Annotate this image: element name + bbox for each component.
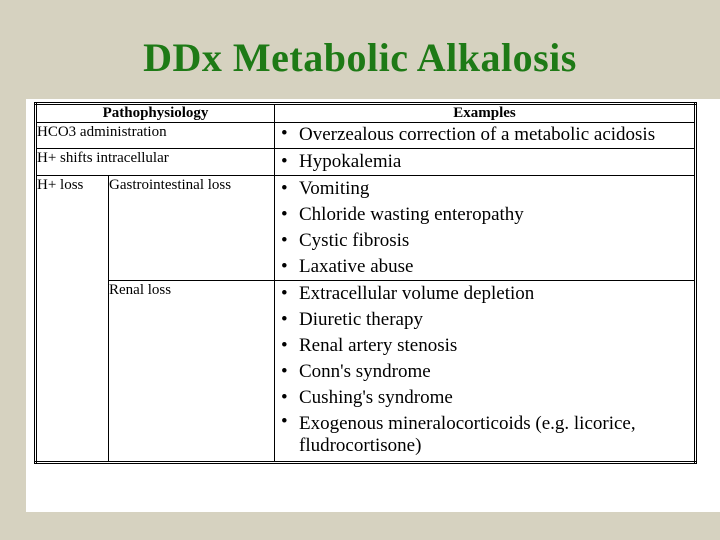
example-text: Overzealous correction of a metabolic acidosis xyxy=(299,124,656,145)
list-item xyxy=(275,281,694,307)
list-item xyxy=(275,202,694,228)
table-header-row xyxy=(36,104,696,123)
examples-cell xyxy=(275,149,696,176)
category-cell: HCO3 administration xyxy=(36,123,275,149)
list-item xyxy=(275,359,694,385)
example-text: Chloride wasting enteropathy xyxy=(299,204,524,225)
bullet-icon: • xyxy=(281,123,288,144)
list-item xyxy=(275,149,694,175)
table-row xyxy=(36,123,696,149)
list-item xyxy=(275,307,694,333)
example-text: Vomiting xyxy=(299,178,370,199)
category-cell: H+ shifts intracellular xyxy=(36,149,275,176)
examples-cell xyxy=(275,176,696,281)
bullet-icon: • xyxy=(281,230,288,251)
examples-cell xyxy=(275,281,696,463)
subcategory-cell: Gastrointestinal loss xyxy=(109,176,275,281)
bullet-icon: • xyxy=(281,283,288,304)
header-examples: Examples xyxy=(275,104,696,123)
example-text: Cystic fibrosis xyxy=(299,230,410,251)
category-cell: H+ loss xyxy=(36,176,109,463)
bullet-icon: • xyxy=(281,411,288,432)
example-text: Hypokalemia xyxy=(299,151,402,172)
example-text: Diuretic therapy xyxy=(299,309,423,330)
header-pathophysiology: Pathophysiology xyxy=(36,104,275,123)
bullet-icon: • xyxy=(281,335,288,356)
table-panel xyxy=(26,99,720,512)
example-text: Laxative abuse xyxy=(299,256,414,277)
list-item xyxy=(275,385,694,411)
bullet-icon: • xyxy=(281,387,288,408)
example-text: Exogenous mineralocorticoids (e.g. licorice, fludrocortisone) xyxy=(299,413,636,456)
example-text: Extracellular volume depletion xyxy=(299,283,535,304)
slide-title: DDx Metabolic Alkalosis xyxy=(143,35,577,80)
bullet-icon: • xyxy=(281,151,288,172)
bullet-icon: • xyxy=(281,361,288,382)
example-text: Renal artery stenosis xyxy=(299,335,458,356)
list-item xyxy=(275,176,694,202)
list-item xyxy=(275,333,694,359)
example-text: Conn's syndrome xyxy=(299,361,431,382)
bullet-icon: • xyxy=(281,309,288,330)
table-row xyxy=(36,149,696,176)
example-text: Cushing's syndrome xyxy=(299,387,453,408)
bullet-icon: • xyxy=(281,204,288,225)
list-item xyxy=(275,228,694,254)
list-item xyxy=(275,411,694,461)
ddx-table xyxy=(34,102,697,464)
table-row xyxy=(36,281,696,463)
table-row xyxy=(36,176,696,281)
bullet-icon: • xyxy=(281,178,288,199)
list-item xyxy=(275,254,694,280)
examples-cell xyxy=(275,123,696,149)
subcategory-cell: Renal loss xyxy=(109,281,275,463)
list-item xyxy=(275,123,694,148)
bullet-icon: • xyxy=(281,256,288,277)
